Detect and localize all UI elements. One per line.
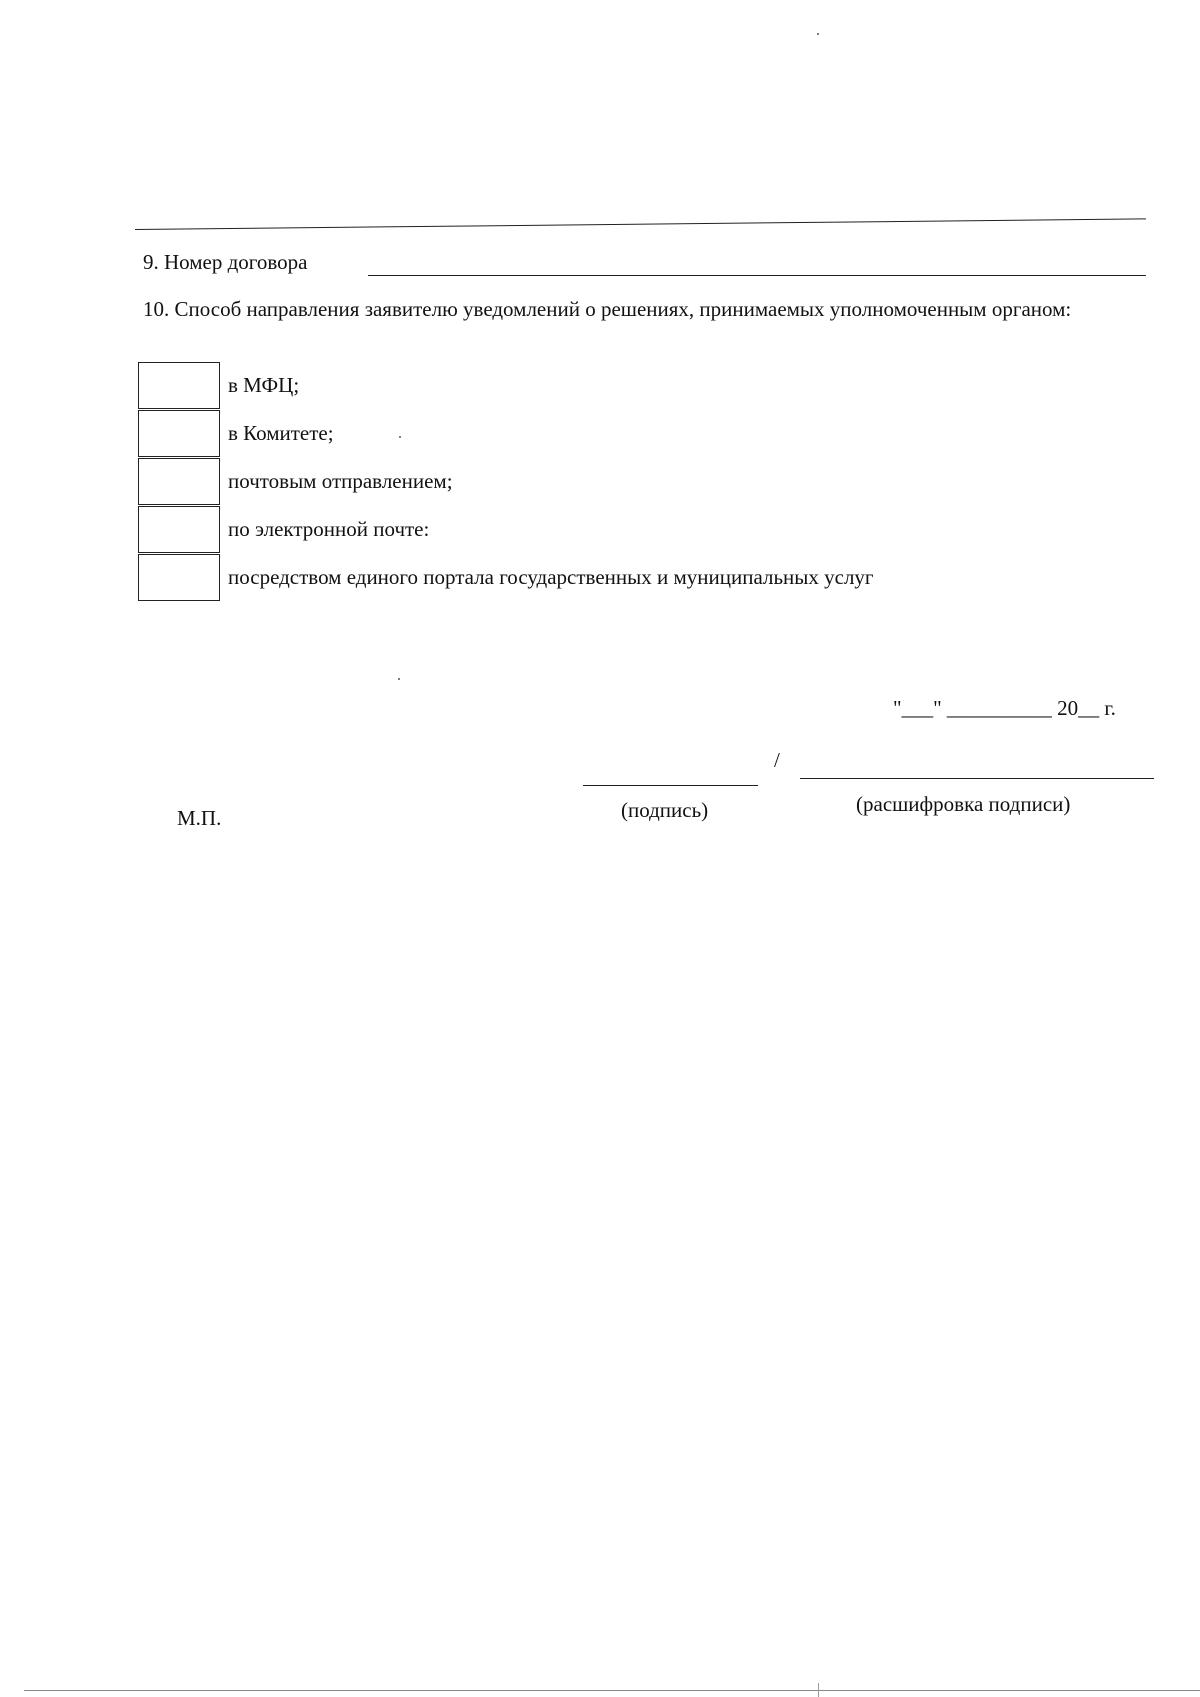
option-post-checkbox[interactable] bbox=[138, 458, 220, 505]
notification-method-options bbox=[138, 362, 874, 602]
option-committee-label: в Комитете; bbox=[228, 421, 334, 445]
contract-number-label: 9. Номер договора bbox=[143, 250, 308, 274]
option-email-checkbox[interactable] bbox=[138, 506, 220, 553]
date-line[interactable]: "___" __________ 20__ г. bbox=[893, 696, 1116, 720]
continuation-line bbox=[135, 218, 1146, 230]
contract-number-field-line[interactable] bbox=[368, 275, 1146, 276]
signature-transcript-line[interactable] bbox=[800, 778, 1154, 779]
option-post-label: почтовым отправлением; bbox=[228, 469, 453, 493]
scan-speck bbox=[399, 436, 401, 438]
option-gosuslugi-label: посредством единого портала государственных и муниципальных услуг bbox=[228, 565, 874, 589]
scan-speck bbox=[398, 678, 400, 680]
stamp-place-label: М.П. bbox=[177, 806, 222, 830]
option-mfc bbox=[138, 362, 300, 410]
option-committee bbox=[138, 410, 334, 458]
notification-method-question: 10. Способ направления заявителю уведомлений о решениях, принимаемых уполномоченным органом: bbox=[143, 297, 1072, 321]
signature-separator: / bbox=[774, 748, 780, 772]
option-mfc-checkbox[interactable] bbox=[138, 362, 220, 409]
option-email bbox=[138, 506, 430, 554]
option-gosuslugi bbox=[138, 554, 874, 602]
option-gosuslugi-checkbox[interactable] bbox=[138, 554, 220, 601]
scan-edge-tick bbox=[818, 1683, 819, 1697]
signature-transcript-caption: (расшифровка подписи) bbox=[856, 792, 1071, 816]
signature-caption: (подпись) bbox=[621, 798, 709, 822]
signature-line[interactable] bbox=[583, 785, 758, 786]
option-committee-checkbox[interactable] bbox=[138, 410, 220, 457]
option-email-label: по электронной почте: bbox=[228, 517, 430, 541]
scan-speck bbox=[817, 33, 819, 35]
scan-edge-line bbox=[24, 1690, 1200, 1691]
option-post bbox=[138, 458, 453, 506]
option-mfc-label: в МФЦ; bbox=[228, 373, 300, 397]
